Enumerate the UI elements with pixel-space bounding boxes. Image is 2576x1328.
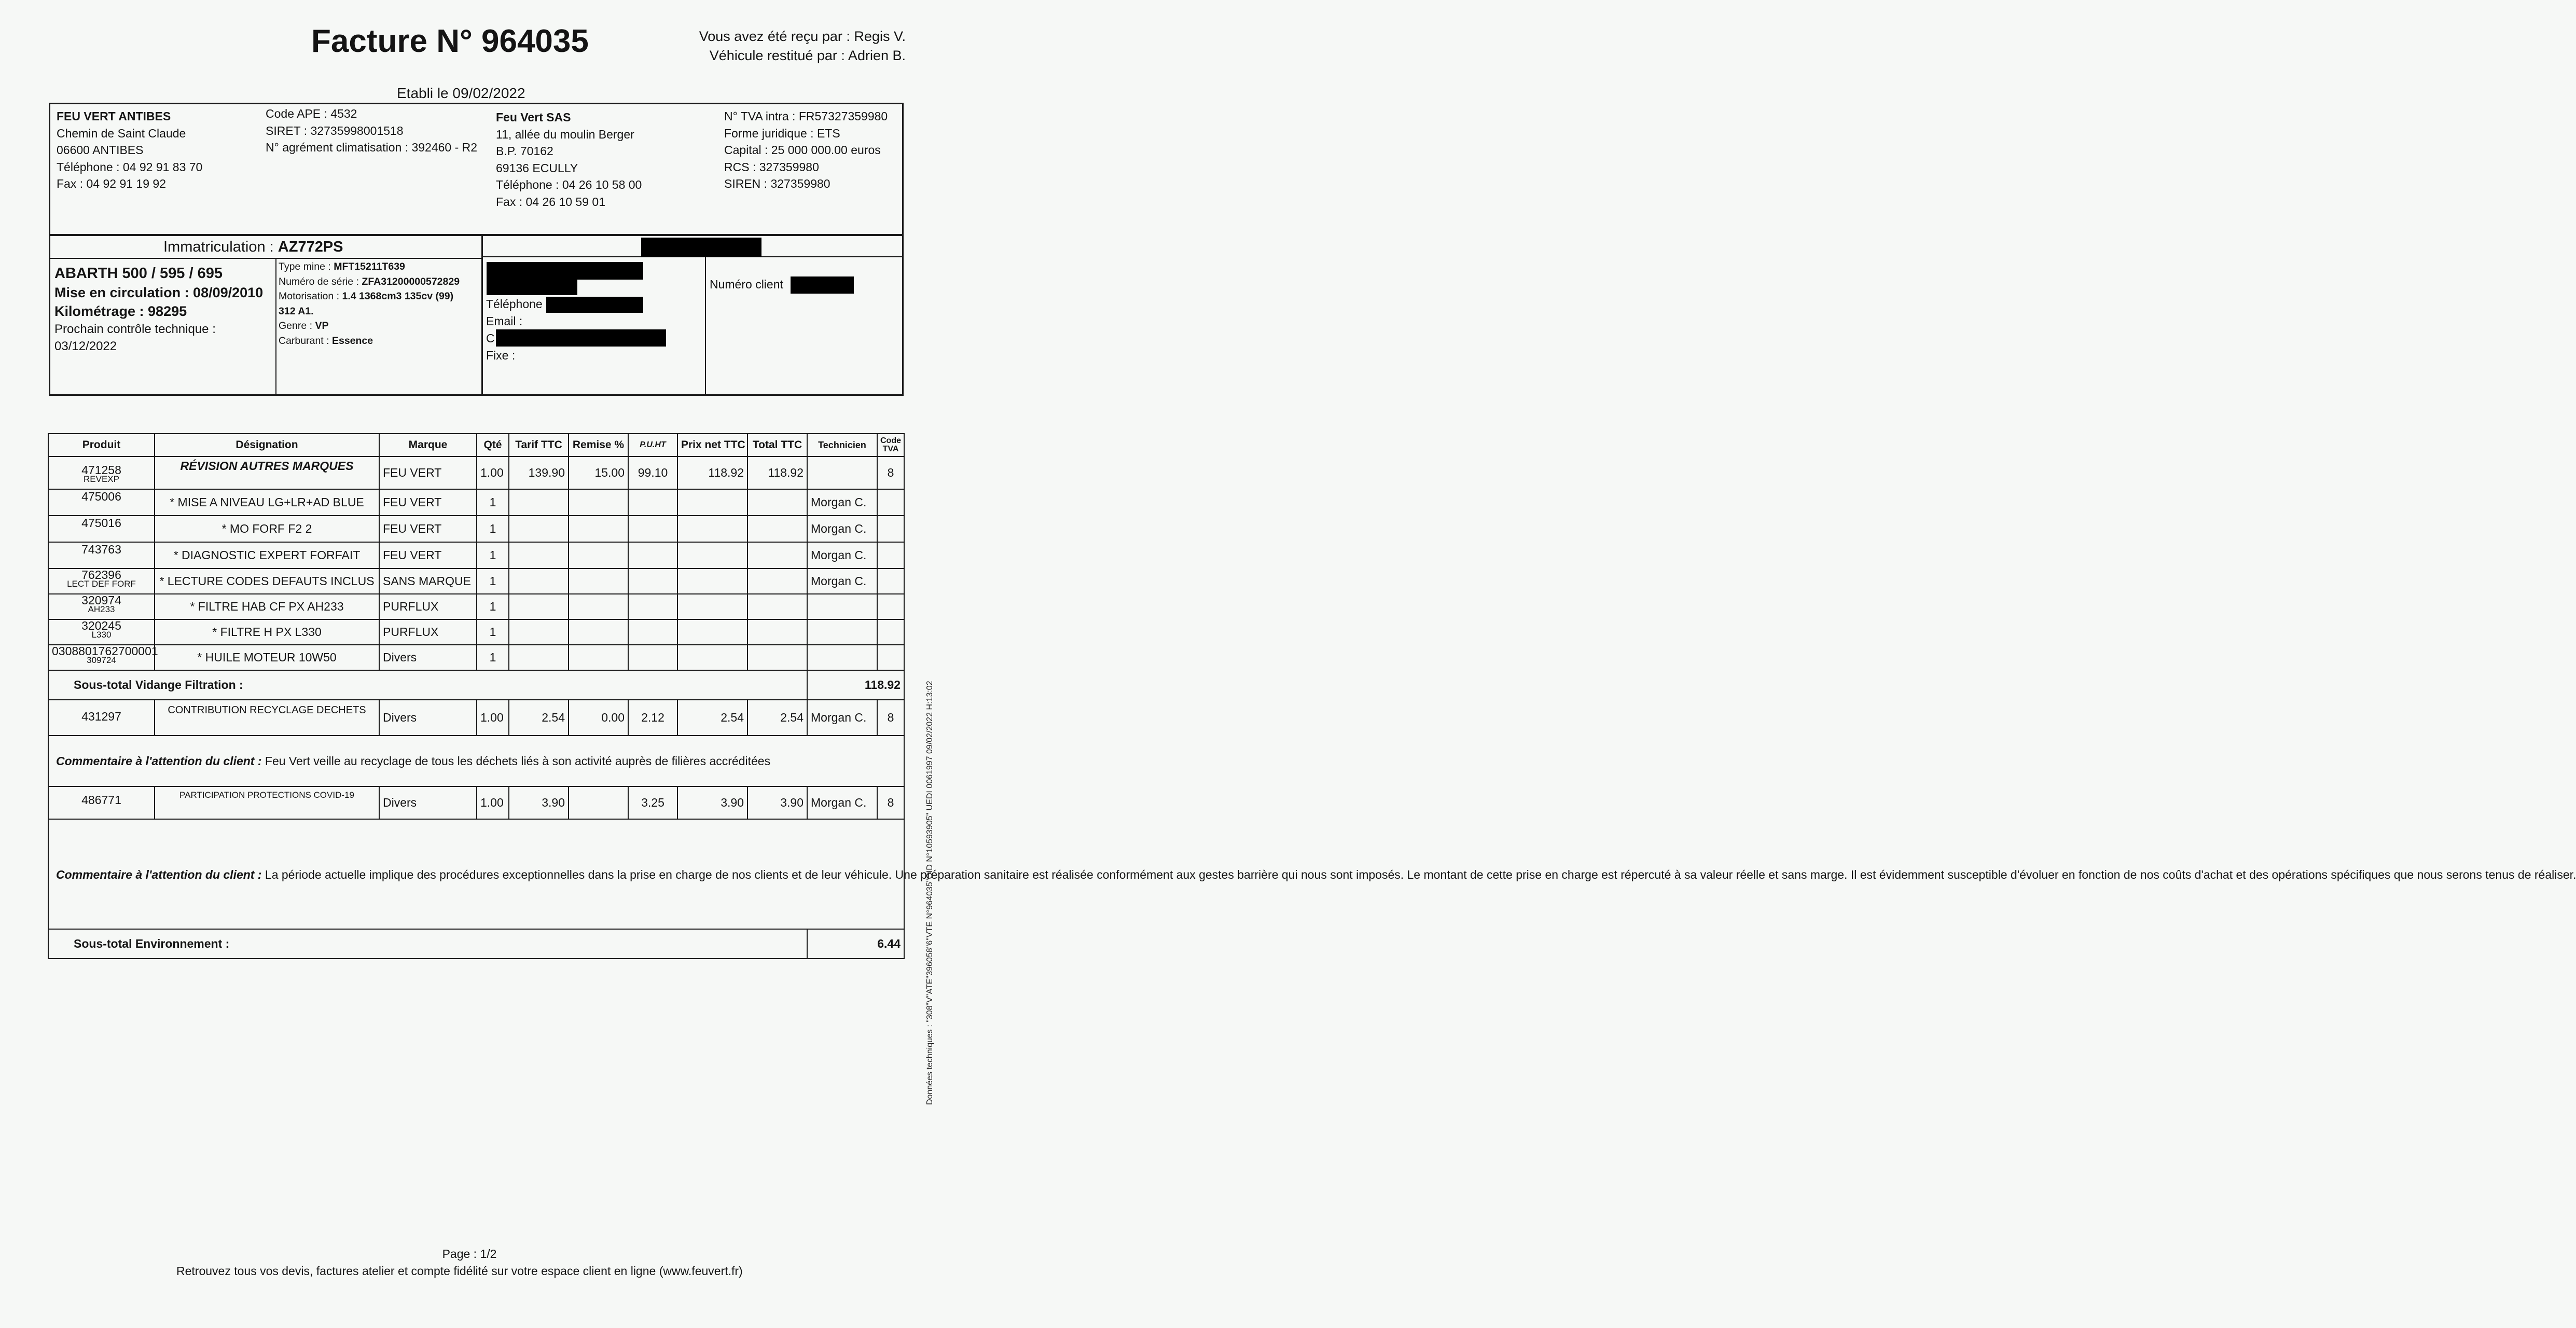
cell-tarif (509, 542, 569, 569)
cell-net (677, 542, 747, 569)
table-row (48, 516, 904, 542)
cell-total: 118.92 (747, 457, 807, 489)
col-header: P.U.HT (628, 434, 677, 457)
cell-puht: 2.12 (628, 700, 677, 736)
cell-product (48, 569, 155, 594)
redacted-block (791, 276, 854, 294)
genre-value: VP (315, 320, 329, 331)
cell-product (48, 516, 155, 542)
cell-remise: 0.00 (569, 700, 628, 736)
mileage: Kilométrage : 98295 (54, 303, 187, 319)
cell-net: 3.90 (677, 786, 747, 819)
cell-qty: 1 (477, 516, 509, 542)
page-number: Page : 1/2 (442, 1247, 497, 1261)
cell-tva: 8 (877, 700, 904, 736)
redacted-block (487, 279, 577, 295)
cell-qty: 1 (477, 645, 509, 670)
product-subcode: 309724 (87, 655, 116, 665)
cell-qty: 1.00 (477, 700, 509, 736)
cell-product (48, 644, 158, 670)
cell-product: 431297 (48, 700, 155, 736)
divider (275, 258, 276, 396)
comment-text: Feu Vert veille au recyclage de tous les déchets liés à son activité auprès de filières accréditées (261, 754, 771, 768)
company-name: Feu Vert SAS (496, 110, 571, 124)
cell-technician: Morgan C. (807, 489, 877, 516)
cell-technician (807, 619, 877, 645)
invoice-title: Facture N° 964035 (311, 23, 589, 59)
product-code: 0308801762700001 (52, 644, 158, 658)
table-body (48, 457, 904, 670)
product-code: 475016 (81, 516, 121, 530)
motor-label: Motorisation : (279, 290, 342, 302)
product-code: 743763 (81, 543, 121, 556)
cell-technician: Morgan C. (807, 516, 877, 542)
cell-brand: Divers (379, 645, 477, 670)
cell-qty: 1.00 (477, 457, 509, 489)
cell-tarif (509, 489, 569, 516)
comment-cell (48, 819, 2576, 929)
table-row (48, 594, 904, 619)
cell-technician (807, 457, 877, 489)
client-phone: Téléphone (486, 297, 543, 311)
cell-puht (628, 619, 677, 645)
fuel-label: Carburant : (279, 335, 332, 347)
registration (163, 239, 343, 256)
cell-total (747, 569, 807, 594)
table-row (48, 700, 904, 736)
cell-net: 118.92 (677, 457, 747, 489)
cell-total (747, 645, 807, 670)
col-header: Tarif TTC (509, 434, 569, 457)
company-line: 69136 ECULLY (496, 161, 578, 175)
cell-tarif: 139.90 (509, 457, 569, 489)
redacted-block (641, 238, 761, 257)
cell-puht: 99.10 (628, 457, 677, 489)
cell-qty: 1 (477, 569, 509, 594)
cell-remise: 15.00 (569, 457, 628, 489)
cell-tva: 8 (877, 786, 904, 819)
cell-tarif (509, 569, 569, 594)
cell-designation: * LECTURE CODES DEFAUTS INCLUS (155, 569, 379, 594)
genre-label: Genre : (279, 320, 315, 331)
company-line: B.P. 70162 (496, 144, 553, 158)
table-row (48, 569, 904, 594)
legal-block (724, 108, 888, 192)
client-email: Email : (486, 314, 523, 328)
code-line: N° agrément climatisation : 392460 - R2 (266, 141, 478, 154)
issue-date: Etabli le 09/02/2022 (397, 85, 525, 101)
cell-net (677, 594, 747, 619)
cell-qty: 1.00 (477, 786, 509, 819)
garage-line: Fax : 04 92 91 19 92 (57, 177, 166, 190)
cell-technician (807, 594, 877, 619)
col-header: Prix net TTC (677, 434, 747, 457)
cell-remise (569, 569, 628, 594)
cell-brand: FEU VERT (379, 489, 477, 516)
legal-line: Forme juridique : ETS (724, 126, 840, 140)
cell-total: 3.90 (747, 786, 807, 819)
product-code: 762396 (81, 568, 121, 582)
cell-designation: * FILTRE HAB CF PX AH233 (155, 594, 379, 619)
cell-remise (569, 594, 628, 619)
cell-tarif (509, 594, 569, 619)
footer-note: Retrouvez tous vos devis, factures atelier et compte fidélité sur votre espace client en ligne (www.feuvert.fr) (176, 1264, 743, 1278)
cell-tva (877, 619, 904, 645)
comment-row (48, 736, 904, 786)
garage-line: Téléphone : 04 92 91 83 70 (57, 160, 203, 174)
fuel-value: Essence (331, 335, 373, 347)
cell-product (48, 619, 155, 645)
cell-brand: SANS MARQUE (379, 569, 477, 594)
subtotal-row (48, 670, 904, 700)
product-subcode: L330 (91, 630, 112, 640)
col-header: Désignation (155, 434, 379, 457)
cell-designation: * MISE A NIVEAU LG+LR+AD BLUE (155, 489, 379, 516)
cell-puht (628, 542, 677, 569)
cell-net (677, 516, 747, 542)
col-header: Qté (477, 434, 509, 457)
cell-remise (569, 542, 628, 569)
garage-name: FEU VERT ANTIBES (57, 109, 171, 123)
cell-designation: * DIAGNOSTIC EXPERT FORFAIT (155, 542, 379, 569)
col-header: Produit (48, 434, 155, 457)
cell-puht (628, 594, 677, 619)
cell-total (747, 489, 807, 516)
cell-net (677, 619, 747, 645)
col-header: Marque (379, 434, 477, 457)
received-by: Vous avez été reçu par : Regis V. (699, 29, 906, 44)
comment-text: La période actuelle implique des procédures exceptionnelles dans la prise en charge de nos clients et de leur véhicule. Une préparation sanitaire est réalisée conformément aux gestes barrière qui nous sont imposés. Le montant de cette prise en charge est répercuté à sa valeur réelle et sans marge. Il est évidemment susceptible d'évoluer en fonction de nos coûts d'achat et des opérations spécifiques que nous serons tenus de réaliser. (261, 868, 2576, 881)
vehicle-specs (279, 259, 460, 348)
cell-tva (877, 645, 904, 670)
cell-total: 2.54 (747, 700, 807, 736)
legal-line: Capital : 25 000 000.00 euros (724, 143, 881, 157)
cell-net (677, 645, 747, 670)
type-mine-label: Type mine : (279, 261, 334, 272)
client-c: C (486, 331, 495, 345)
cell-remise (569, 516, 628, 542)
legal-line: RCS : 327359980 (724, 160, 819, 174)
redacted-block (496, 329, 666, 347)
legal-line: SIREN : 327359980 (724, 177, 830, 190)
cell-technician: Morgan C. (807, 700, 877, 736)
vehicle-block (54, 264, 263, 355)
garage-block (57, 108, 202, 192)
product-code: 475006 (81, 490, 121, 503)
serial-label-text: Numéro de série : (279, 275, 362, 287)
cell-product: 486771 (48, 786, 155, 819)
cell-tarif: 3.90 (509, 786, 569, 819)
table-row (48, 542, 904, 569)
cell-designation: * MO FORF F2 2 (155, 516, 379, 542)
table-row (48, 457, 904, 489)
col-header: Technicien (807, 434, 877, 457)
cell-total (747, 594, 807, 619)
subtotal-value: 6.44 (807, 929, 904, 959)
cell-qty: 1 (477, 489, 509, 516)
cell-brand: FEU VERT (379, 516, 477, 542)
cell-product (48, 542, 155, 569)
cell-net: 2.54 (677, 700, 747, 736)
table-row (48, 786, 904, 819)
cell-puht (628, 489, 677, 516)
col-header: Code TVA (877, 434, 904, 457)
cell-total (747, 516, 807, 542)
product-code: 471258 (81, 463, 121, 477)
registration-label: Immatriculation : (163, 239, 278, 255)
cell-technician: Morgan C. (807, 786, 877, 819)
motor-code: 312 A1. (279, 305, 314, 317)
cell-total (747, 542, 807, 569)
cell-qty: 1 (477, 542, 509, 569)
cell-designation: PARTICIPATION PROTECTIONS COVID-19 (155, 786, 379, 819)
table-row (48, 619, 904, 645)
cell-tarif (509, 619, 569, 645)
divider (705, 256, 706, 396)
garage-line: Chemin de Saint Claude (57, 126, 186, 140)
cell-tarif (509, 516, 569, 542)
cell-net (677, 569, 747, 594)
company-line: Téléphone : 04 26 10 58 00 (496, 178, 642, 191)
comment-cell (48, 736, 904, 786)
cell-product (48, 594, 155, 619)
cell-puht (628, 569, 677, 594)
cell-tva (877, 569, 904, 594)
cell-tva (877, 516, 904, 542)
col-header: Total TTC (747, 434, 807, 457)
cell-brand: PURFLUX (379, 619, 477, 645)
cell-designation: CONTRIBUTION RECYCLAGE DECHETS (155, 700, 379, 736)
cell-tarif: 2.54 (509, 700, 569, 736)
cell-qty: 1 (477, 619, 509, 645)
cell-qty: 1 (477, 594, 509, 619)
cell-designation: * FILTRE H PX L330 (155, 619, 379, 645)
comment-lead: Commentaire à l'attention du client : (56, 868, 262, 881)
cell-technician: Morgan C. (807, 569, 877, 594)
cell-brand: Divers (379, 786, 477, 819)
registration-value: AZ772PS (278, 239, 343, 255)
divider (49, 258, 482, 259)
cell-brand: FEU VERT (379, 542, 477, 569)
cell-remise (569, 645, 628, 670)
cell-puht (628, 645, 677, 670)
client-fixe: Fixe : (486, 349, 516, 362)
product-subcode: REVEXP (84, 474, 119, 484)
side-technical-text: Données techniques : "308"V"ATE"396058"6"VTE N°964035"OID N°10593905" UEDI 0061997 09/02/2022 H:13:02 (925, 681, 934, 1105)
table-row (48, 645, 904, 670)
legal-line: N° TVA intra : FR57327359980 (724, 109, 888, 123)
type-mine-value: MFT15211T639 (334, 261, 405, 272)
code-line: Code APE : 4532 (266, 107, 357, 120)
cell-total (747, 619, 807, 645)
company-line: Fax : 04 26 10 59 01 (496, 195, 605, 209)
product-subcode: AH233 (88, 604, 115, 614)
company-block (496, 109, 642, 210)
client-number-label: Numéro client (710, 278, 783, 291)
table-row (48, 489, 904, 516)
comment-lead: Commentaire à l'attention du client : (56, 754, 262, 768)
cell-designation: RÉVISION AUTRES MARQUES (155, 457, 379, 489)
cell-tva (877, 594, 904, 619)
product-code: 320974 (81, 593, 121, 607)
first-registration: Mise en circulation : 08/09/2010 (54, 285, 264, 300)
cell-puht (628, 516, 677, 542)
next-inspection-label: Prochain contrôle technique : (54, 322, 216, 336)
cell-net (677, 489, 747, 516)
cell-tarif (509, 645, 569, 670)
motor-value: 1.4 1368cm3 135cv (99) (342, 290, 454, 302)
codes-block (266, 105, 477, 156)
reception-info (699, 27, 906, 65)
subtotal-row (48, 929, 904, 959)
cell-technician: Morgan C. (807, 542, 877, 569)
subtotal-label: Sous-total Environnement : (48, 929, 807, 959)
redacted-block (487, 262, 643, 280)
table-header (48, 434, 904, 457)
serial-value: ZFA31200000572829 (362, 275, 460, 287)
returned-by: Véhicule restitué par : Adrien B. (709, 48, 906, 63)
cell-remise (569, 489, 628, 516)
cell-technician (807, 645, 877, 670)
garage-line: 06600 ANTIBES (57, 143, 144, 157)
code-line: SIRET : 32735998001518 (266, 123, 404, 137)
cell-tva: 8 (877, 457, 904, 489)
col-header: Remise % (569, 434, 628, 457)
vehicle-model: ABARTH 500 / 595 / 695 (54, 265, 223, 282)
cell-brand: PURFLUX (379, 594, 477, 619)
company-line: 11, allée du moulin Berger (496, 127, 634, 141)
cell-remise (569, 786, 628, 819)
product-code: 320245 (81, 619, 121, 632)
cell-product (48, 457, 155, 489)
cell-designation: * HUILE MOTEUR 10W50 (155, 645, 379, 670)
cell-brand: Divers (379, 700, 477, 736)
cell-puht: 3.25 (628, 786, 677, 819)
cell-tva (877, 542, 904, 569)
subtotal-label: Sous-total Vidange Filtration : (48, 670, 807, 700)
redacted-block (546, 297, 643, 313)
comment-row (48, 819, 904, 929)
cell-brand: FEU VERT (379, 457, 477, 489)
product-subcode: LECT DEF FORF (67, 579, 136, 589)
next-inspection-date: 03/12/2022 (54, 339, 117, 353)
cell-product (48, 489, 155, 516)
subtotal-value: 118.92 (807, 670, 904, 700)
cell-remise (569, 619, 628, 645)
cell-tva (877, 489, 904, 516)
